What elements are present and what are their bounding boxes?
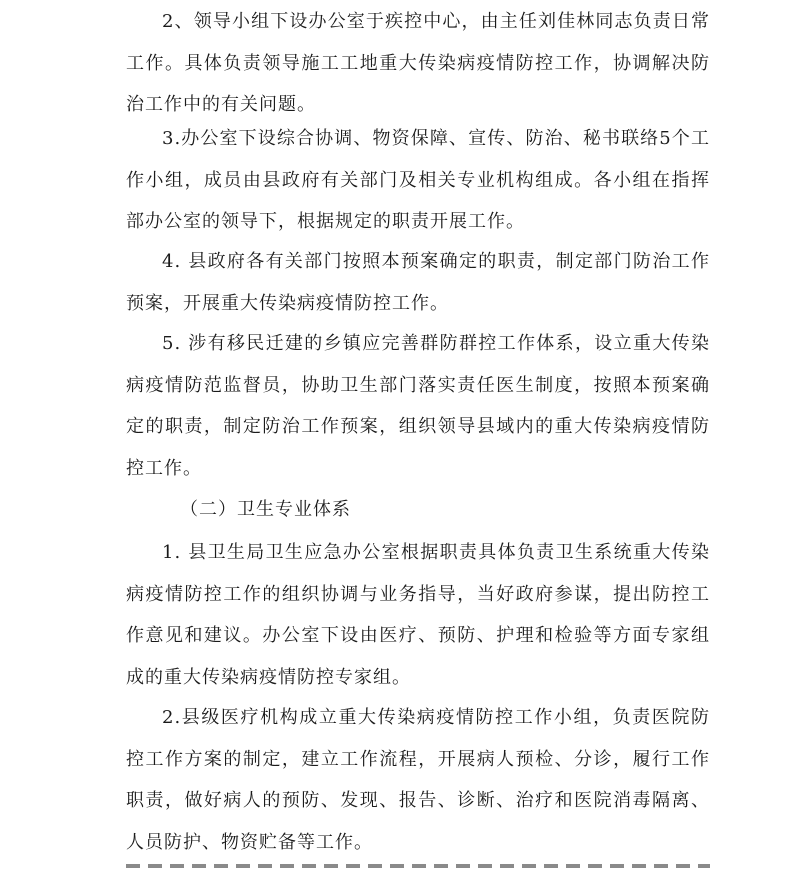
paragraph-item-4: 4. 县政府各有关部门按照本预案确定的职责，制定部门防治工作预案，开展重大传染病疫情防控工作。	[126, 251, 710, 314]
section-paragraph-2: 2.县级医疗机构成立重大传染病疫情防控工作小组，负责医院防控工作方案的制定，建立工作流程，开展病人预检、分诊，履行工作职责，做好病人的预防、发现、报告、诊断、治疗和医院消毒隔离、人员防护、物资贮备等工作。	[126, 707, 710, 853]
section-paragraph-1: 1. 县卫生局卫生应急办公室根据职责具体负责卫生系统重大传染病疫情防控工作的组织协调与业务指导，当好政府参谋，提出防控工作意见和建议。办公室下设由医疗、预防、护理和检验等方面专家组成的重大传染病疫情防控专家组。	[126, 542, 710, 688]
cropped-next-line	[0, 864, 797, 877]
paragraph-item-2: 2、领导小组下设办公室于疾控中心，由主任刘佳林同志负责日常工作。具体负责领导施工工地重大传染病疫情防控工作，协调解决防治工作中的有关问题。	[126, 11, 710, 115]
paragraph-item-5: 5. 涉有移民迁建的乡镇应完善群防群控工作体系，设立重大传染病疫情防范监督员，协助卫生部门落实责任医生制度，按照本预案确定的职责，制定防治工作预案，组织领导县域内的重大传染病疫情防控工作。	[126, 333, 710, 479]
paragraph-item-3: 3.办公室下设综合协调、物资保障、宣传、防治、秘书联络5个工作小组，成员由县政府有关部门及相关专业机构组成。各小组在指挥部办公室的领导下，根据规定的职责开展工作。	[126, 128, 710, 232]
section-heading: （二）卫生专业体系	[180, 499, 351, 520]
